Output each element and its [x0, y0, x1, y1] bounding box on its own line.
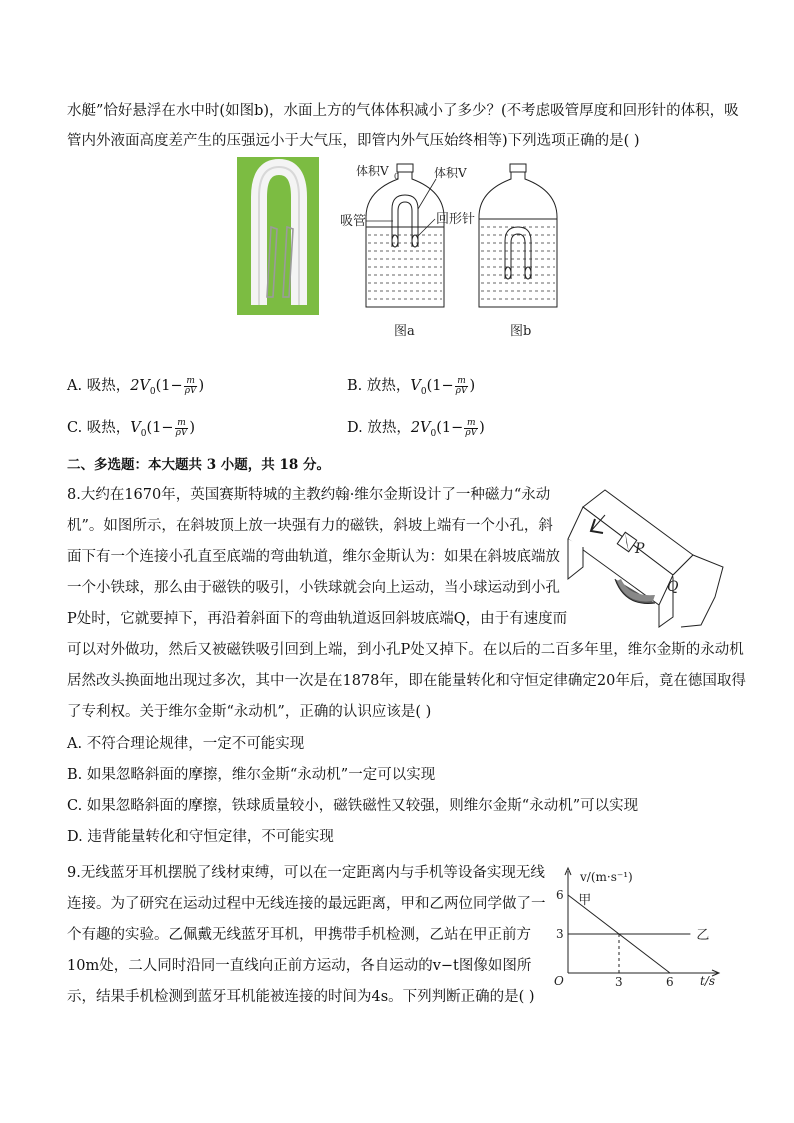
- x-tick-label-1: 6: [666, 975, 674, 989]
- q7-option-d[interactable]: D. 放热，$2V_0(1-$ $\frac{m}{\rho V}$ ): [347, 417, 485, 439]
- q8-line-8: 了专利权。关于维尔金斯“永动机”，正确的认识应该是( ): [67, 704, 432, 720]
- q9-line-2: 连接。为了研究在运动过程中无线连接的最远距离，甲和乙两位同学做了一: [67, 896, 546, 912]
- bottle-diagram: [338, 157, 568, 342]
- y-tick-label-0: 3: [556, 927, 564, 941]
- series-group: [568, 893, 709, 973]
- q7-option-a[interactable]: A. 吸热，$2V_0(1-$ $\frac{m}{\rho V}$ ): [67, 375, 205, 397]
- caption-figure-b: 图b: [510, 324, 532, 339]
- straw-photo: [237, 157, 319, 315]
- label-volume-v0: 体积V: [356, 164, 389, 178]
- label-volume-v0-subscript: 0: [394, 172, 400, 181]
- series-label-1: 乙: [696, 928, 710, 943]
- q9-line-5: 示，结果手机检测到蓝牙耳机能被连接的时间为4s。下列判断正确的是( ): [67, 989, 535, 1005]
- q8-option-d[interactable]: D. 违背能量转化和守恒定律，不可能实现: [67, 829, 334, 845]
- q8-option-c[interactable]: C. 如果忽略斜面的摩擦，铁球质量较小，磁铁磁性又较强，则维尔金斯“永动机”可以实现: [67, 798, 639, 814]
- q7-stem-line-2: 管内外液面高度差产生的压强远小于大气压，即管内外气压始终相等)下列选项正确的是( ): [67, 133, 640, 149]
- perpetual-motion-diagram: [565, 487, 725, 629]
- q9-line-1: 9.无线蓝牙耳机摆脱了线材束缚，可以在一定距离内与手机等设备实现无线: [67, 865, 545, 881]
- q9-line-3: 个有趣的实验。乙佩戴无线蓝牙耳机，甲携带手机检测，乙站在甲正前方: [67, 927, 531, 943]
- q9-line-4: 10m处，二人同时沿同一直线向正前方运动，各自运动的v−t图像如图所: [67, 958, 532, 974]
- q8-option-a[interactable]: A. 不符合理论规律，一定不可能实现: [67, 736, 305, 752]
- q8-line-3: 面下有一个连接小孔直至底端的弯曲轨道，维尔金斯认为：如果在斜坡底端放: [67, 549, 560, 565]
- q8-option-b[interactable]: B. 如果忽略斜面的摩擦，维尔金斯“永动机”一定可以实现: [67, 767, 436, 783]
- q8-line-1: 8.大约在1670年，英国赛斯特城的主教约翰·维尔金斯设计了一种磁力“永动: [67, 487, 551, 503]
- label-volume-v: 体积V: [434, 166, 467, 180]
- q7-option-b[interactable]: B. 放热，$V_0(1-$ $\frac{m}{\rho V}$ ): [347, 375, 476, 397]
- label-p: P: [635, 541, 645, 557]
- y-axis-label: v/(m·s⁻¹): [580, 870, 633, 884]
- label-paperclip: 回形针: [436, 212, 476, 227]
- caption-figure-a: 图a: [394, 324, 415, 339]
- q7-option-c[interactable]: C. 吸热，$V_0(1-$ $\frac{m}{\rho V}$ ): [67, 417, 196, 439]
- tick-group: [556, 888, 674, 989]
- label-straw: 吸管: [340, 214, 367, 229]
- q8-line-5: P处时，它就要掉下，再沿着斜面下的弯曲轨道返回斜坡底端Q，由于有速度而: [67, 611, 568, 627]
- bottle-b: [479, 164, 557, 339]
- q8-line-2: 机”。如图所示，在斜坡顶上放一块强有力的磁铁，斜坡上端有一个小孔，斜: [67, 518, 553, 534]
- y-tick-label-1: 6: [556, 888, 564, 902]
- label-q: Q: [667, 579, 679, 595]
- section-heading-multi-choice: 二、多选题：本大题共 3 小题，共 18 分。: [67, 457, 330, 473]
- origin-label: O: [554, 974, 564, 988]
- x-tick-label-0: 3: [615, 975, 623, 989]
- q8-line-6: 可以对外做功，然后又被磁铁吸引回到上端，到小孔P处又掉下。在以后的二百多年里，维尔金斯的永动机: [67, 642, 744, 658]
- vt-chart: [550, 865, 730, 990]
- q7-stem-line-1: 水艇”恰好悬浮在水中时(如图b)，水面上方的气体体积减小了多少？(不考虑吸管厚度和回形针的体积，吸: [67, 103, 739, 119]
- q8-line-7: 居然改头换面地出现过多次，其中一次是在1878年，即在能量转化和守恒定律确定20年后，竟在德国取得: [67, 673, 746, 689]
- x-axis-label: t/s: [700, 974, 716, 988]
- q8-line-4: 一个小铁球，那么由于磁铁的吸引，小铁球就会向上运动，当小球运动到小孔: [67, 580, 560, 596]
- bottle-a: [340, 163, 475, 339]
- series-label-0: 甲: [578, 893, 592, 909]
